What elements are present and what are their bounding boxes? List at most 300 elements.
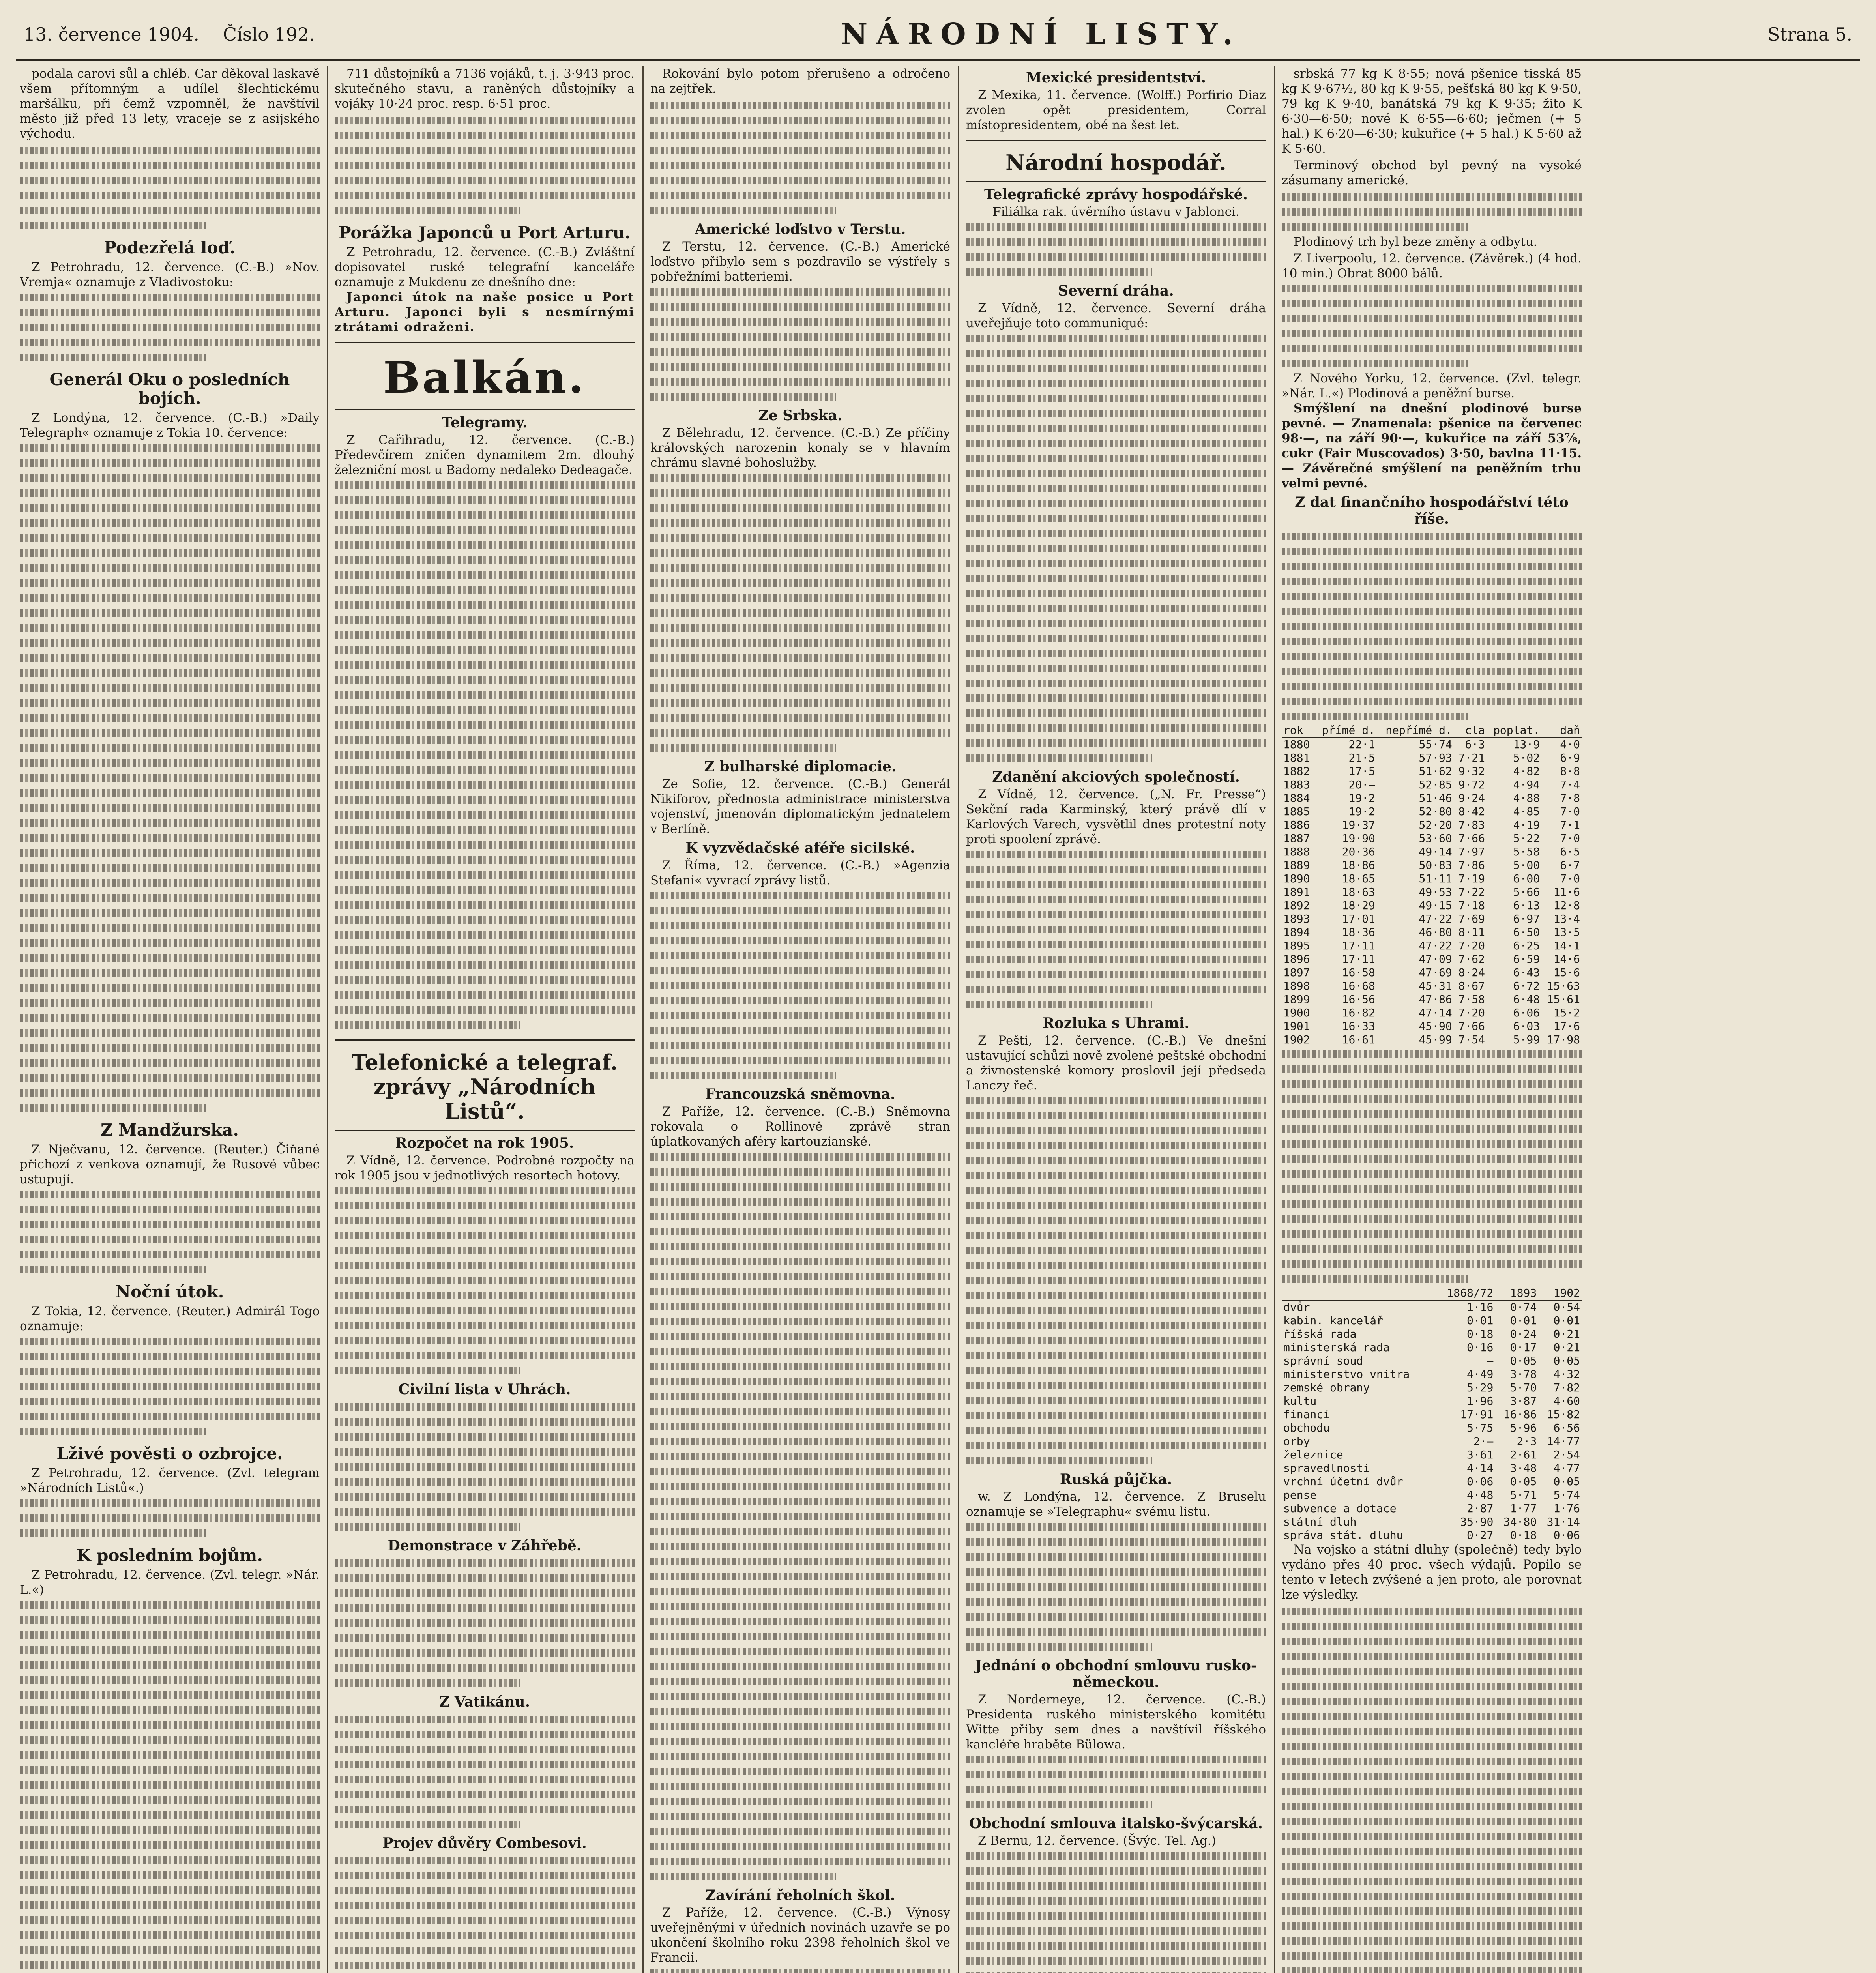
table-cell: 5·96 bbox=[1510, 1421, 1537, 1434]
table-cell: 1·77 bbox=[1510, 1502, 1537, 1515]
table-row bbox=[1282, 1341, 1582, 1354]
subheadline: Rozpočet na rok 1905. bbox=[395, 1135, 574, 1151]
table-cell: kultu bbox=[1283, 1395, 1317, 1408]
table-cell: 7·97 bbox=[1458, 845, 1485, 858]
table-cell: 1896 bbox=[1283, 953, 1310, 966]
table-cell: 0·16 bbox=[1466, 1341, 1494, 1354]
table-cell: 0·18 bbox=[1466, 1327, 1494, 1340]
table-cell: kabin. kancelář bbox=[1283, 1314, 1383, 1327]
table-cell: 1889 bbox=[1283, 859, 1310, 872]
subheadline: Z Vatikánu. bbox=[439, 1694, 530, 1710]
table-cell: 15·6 bbox=[1553, 966, 1580, 979]
table-cell: 21·5 bbox=[1348, 751, 1375, 764]
table-row bbox=[1282, 832, 1582, 845]
subheadline: Ruská půjčka. bbox=[1060, 1471, 1172, 1488]
newspaper-title: NÁRODNÍ LISTY. bbox=[841, 17, 1242, 51]
table-cell: zemské obrany bbox=[1283, 1381, 1370, 1394]
dateline: Z Norderneye, 12. července. (C.-B.) Presidenta ruského ministerského komitétu Witte přiby sem dnes a navštívil říšského kancléře hraběte Bülowa. bbox=[966, 1692, 1266, 1752]
table-row bbox=[1282, 912, 1582, 926]
dateline: Z Liverpoolu, 12. července. (Závěrek.) (4 hod. 10 min.) Obrat 8000 bálů. bbox=[1282, 251, 1582, 281]
table-cell: pense bbox=[1283, 1488, 1317, 1501]
table-cell: 5·02 bbox=[1513, 751, 1540, 764]
table-cell: 4·49 bbox=[1466, 1368, 1494, 1381]
table-cell: 4·60 bbox=[1553, 1395, 1580, 1408]
table-cell: 15·63 bbox=[1546, 979, 1580, 992]
table-cell: 9·72 bbox=[1458, 778, 1485, 791]
table-cell: 47·14 bbox=[1419, 1006, 1452, 1019]
table-cell: 19·37 bbox=[1342, 818, 1375, 831]
table-cell: 5·58 bbox=[1513, 845, 1540, 858]
table-cell: správní soud bbox=[1283, 1354, 1363, 1367]
table-cell: 11·6 bbox=[1553, 885, 1580, 899]
table-cell: 47·69 bbox=[1419, 966, 1452, 979]
table-row bbox=[1282, 1300, 1582, 1314]
table-cell: 1895 bbox=[1283, 939, 1310, 952]
subheadline: Telegrafické zprávy hospodářské. bbox=[984, 186, 1248, 203]
table-row bbox=[1282, 738, 1582, 751]
subheadline: Z bulharské diplomacie. bbox=[704, 758, 897, 775]
table-header-cell: nepřímé d. bbox=[1377, 724, 1454, 738]
subheadline: Zdanění akciových společností. bbox=[992, 769, 1240, 785]
article-text: Na vojsko a státní dluhy (společně) tedy bylo vydáno přes 40 proc. všech výdajů. Popilo se tento v letech zvýšené a jen proto, ale porovnat lze výsledky. bbox=[1282, 1542, 1582, 1602]
table-cell: ministerská rada bbox=[1283, 1341, 1390, 1354]
table-row bbox=[1282, 1006, 1582, 1020]
table-cell: 17·01 bbox=[1342, 912, 1375, 925]
table-cell: 1885 bbox=[1283, 805, 1310, 818]
table-cell: 5·66 bbox=[1513, 885, 1540, 899]
table-header-cell: daň bbox=[1541, 724, 1582, 738]
table-cell: 45·31 bbox=[1419, 979, 1452, 992]
table-cell: 3·87 bbox=[1510, 1395, 1537, 1408]
table-cell: 46·80 bbox=[1419, 926, 1452, 939]
table-cell: 7·22 bbox=[1458, 885, 1485, 899]
dateline: Z Paříže, 12. července. (C.-B.) Sněmovna rokovala o Rollinově zprávě stran úplatkovaných aféry kartouzianské. bbox=[650, 1104, 950, 1149]
table-cell: 7·82 bbox=[1553, 1381, 1580, 1394]
section-title: Národní hospodář. bbox=[1005, 150, 1226, 175]
table-cell: orby bbox=[1283, 1435, 1310, 1448]
table-cell: vrchní účetní dvůr bbox=[1283, 1475, 1403, 1488]
section-header-hospodar bbox=[966, 140, 1266, 182]
column-divider bbox=[642, 66, 644, 1973]
table-cell: 51·11 bbox=[1419, 872, 1452, 885]
table-cell: 2·— bbox=[1473, 1435, 1494, 1448]
table-cell: 16·33 bbox=[1342, 1020, 1375, 1033]
table-cell: železnice bbox=[1283, 1448, 1343, 1461]
table-cell: 16·82 bbox=[1342, 1006, 1375, 1019]
table-cell: 0·21 bbox=[1553, 1327, 1580, 1340]
page-number: Strana 5. bbox=[1767, 24, 1852, 45]
table-cell: 17·98 bbox=[1546, 1033, 1580, 1046]
table-cell: 0·05 bbox=[1553, 1354, 1580, 1367]
table-header-cell: přímé d. bbox=[1314, 724, 1377, 738]
table-cell: 34·80 bbox=[1503, 1515, 1537, 1528]
table-row bbox=[1282, 993, 1582, 1006]
subheadline: Mexické presidentství. bbox=[1026, 69, 1206, 86]
table-cell: 2·61 bbox=[1510, 1448, 1537, 1461]
table-row bbox=[1282, 953, 1582, 966]
table-cell: 6·25 bbox=[1513, 939, 1540, 952]
dateline: Z Petrohradu, 12. července. (Zvl. telegram »Národních Listů«.) bbox=[20, 1466, 320, 1495]
column-5 bbox=[1282, 66, 1582, 1973]
table-cell: 7·54 bbox=[1458, 1033, 1485, 1046]
masthead bbox=[24, 9, 1852, 60]
table-cell: 0·24 bbox=[1510, 1327, 1537, 1340]
table-row bbox=[1282, 859, 1582, 872]
dateline: Z Vídně, 12. července. Podrobné rozpočty na rok 1905 jsou v jednotlivých resortech hotovy. bbox=[335, 1153, 635, 1183]
table-cell: 49·53 bbox=[1419, 885, 1452, 899]
finance-table-2 bbox=[1282, 1286, 1582, 1542]
subheadline: Zavírání řeholních škol. bbox=[705, 1887, 895, 1904]
table-header-cell: 1868/72 bbox=[1436, 1286, 1495, 1300]
table-header-cell: rok bbox=[1282, 724, 1314, 738]
dateline: Z Bernu, 12. července. (Švýc. Tel. Ag.) bbox=[978, 1834, 1216, 1848]
table-row bbox=[1282, 751, 1582, 765]
table-cell: 5·70 bbox=[1510, 1381, 1537, 1394]
subheadline: Demonstrace v Záhřebě. bbox=[388, 1537, 582, 1554]
table-cell: subvence a dotace bbox=[1283, 1502, 1397, 1515]
table-cell: 0·54 bbox=[1553, 1301, 1580, 1314]
table-row bbox=[1282, 1314, 1582, 1327]
dateline: Z Říma, 12. července. (C.-B.) »Agenzia Stefani« vyvrací zprávy listů. bbox=[650, 858, 950, 887]
table-cell: 19·2 bbox=[1348, 805, 1375, 818]
table-cell: 47·22 bbox=[1419, 912, 1452, 925]
table-cell: 7·0 bbox=[1560, 872, 1580, 885]
article-text: Rokování bylo potom přerušeno a odročeno na zejtřek. bbox=[650, 67, 950, 96]
table-cell: 16·58 bbox=[1342, 966, 1375, 979]
column-divider bbox=[327, 66, 328, 1973]
table-cell: 0·05 bbox=[1510, 1354, 1537, 1367]
table-cell: 8·8 bbox=[1560, 765, 1580, 778]
table-cell: 15·82 bbox=[1546, 1408, 1580, 1421]
table-cell: 50·83 bbox=[1419, 859, 1452, 872]
issue-number: Číslo 192. bbox=[223, 24, 315, 45]
table-cell: 7·58 bbox=[1458, 993, 1485, 1006]
table-cell: 7·1 bbox=[1560, 818, 1580, 831]
table-cell: 9·32 bbox=[1458, 765, 1485, 778]
article-text: podala carovi sůl a chléb. Car děkoval laskavě všem přítomným a udílel šlechtickému maršálku, při čemž vzpomněl, že navštívil město již před 13 lety, vraceje se z asijského východu. bbox=[20, 67, 320, 141]
table-cell: 14·1 bbox=[1553, 939, 1580, 952]
table-cell: 3·78 bbox=[1510, 1368, 1537, 1381]
table-row bbox=[1282, 1448, 1582, 1462]
table-cell: 45·90 bbox=[1419, 1020, 1452, 1033]
table-cell: 4·94 bbox=[1513, 778, 1540, 791]
table-cell: 18·36 bbox=[1342, 926, 1375, 939]
table-cell: 1901 bbox=[1283, 1020, 1310, 1033]
table-row bbox=[1282, 966, 1582, 979]
table-cell: 47·09 bbox=[1419, 953, 1452, 966]
table-cell: 7·20 bbox=[1458, 939, 1485, 952]
table-cell: obchodu bbox=[1283, 1421, 1330, 1434]
table-cell: 7·69 bbox=[1458, 912, 1485, 925]
table-cell: 1883 bbox=[1283, 778, 1310, 791]
subheadline: K vyzvědačské aféře sicilské. bbox=[685, 840, 915, 856]
table-cell: 7·21 bbox=[1458, 751, 1485, 764]
table-cell: 0·05 bbox=[1510, 1475, 1537, 1488]
table-cell: 19·90 bbox=[1342, 832, 1375, 845]
table-cell: 1891 bbox=[1283, 885, 1310, 899]
headline: Noční útok. bbox=[115, 1282, 224, 1301]
table-cell: 1888 bbox=[1283, 845, 1310, 858]
table-cell: ministerstvo vnitra bbox=[1283, 1368, 1410, 1381]
table-cell: 2·87 bbox=[1466, 1502, 1494, 1515]
table-cell: 16·61 bbox=[1342, 1033, 1375, 1046]
table-cell: 13·4 bbox=[1553, 912, 1580, 925]
table-cell: 0·06 bbox=[1553, 1529, 1580, 1542]
table-header-cell: 1893 bbox=[1495, 1286, 1538, 1300]
table-cell: 3·61 bbox=[1466, 1448, 1494, 1461]
table-cell: 1·96 bbox=[1466, 1395, 1494, 1408]
table-row bbox=[1282, 1020, 1582, 1033]
table-cell: 15·61 bbox=[1546, 993, 1580, 1006]
table-row bbox=[1282, 1368, 1582, 1381]
table-cell: 17·11 bbox=[1342, 939, 1375, 952]
table-row bbox=[1282, 1408, 1582, 1421]
dateline: Z Petrohradu, 12. července. (Zvl. telegr. »Nár. L.«) bbox=[20, 1568, 320, 1597]
table-cell: 5·71 bbox=[1510, 1488, 1537, 1501]
table-cell: 16·86 bbox=[1503, 1408, 1537, 1421]
table-cell: 15·2 bbox=[1553, 1006, 1580, 1019]
dateline: Z Nječvanu, 12. července. (Reuter.) Čiňané přichozí z venkova oznamují, že Rusové vůbec ustupují. bbox=[20, 1142, 320, 1187]
table-cell: 31·14 bbox=[1546, 1515, 1580, 1528]
table-row bbox=[1282, 1033, 1582, 1046]
table-cell: 7·0 bbox=[1560, 805, 1580, 818]
table-cell: 18·86 bbox=[1342, 859, 1375, 872]
table-header-cell bbox=[1282, 1286, 1436, 1300]
article-text: Japonci útok na naše posice u Port Arturu. Japonci byli s nesmírnými ztrátami odraženi. bbox=[335, 290, 635, 334]
table-cell: 1899 bbox=[1283, 993, 1310, 1006]
table-row bbox=[1282, 805, 1582, 818]
table-row bbox=[1282, 1395, 1582, 1408]
article-text: srbská 77 kg K 8·55; nová pšenice tisská 85 kg K 9·67½, 80 kg K 9·55, pešťská 80 kg K 9·50, 79 kg K 9·40, banátská 79 kg K 9·35; žito K 6·30—6·50; nové K 6·55—6·60; ječmen (+ 5 hal.) K 6·20—6·30; kukuřice (+ 5 hal.) K 5·60 až K 5·60. bbox=[1282, 67, 1582, 156]
top-rule bbox=[16, 59, 1860, 61]
dateline: Z Paříže, 12. července. (C.-B.) Výnosy uveřejněnými v úředních novinách uzavře se po ukončení školního roku 2398 řeholních škol ve Francii. bbox=[650, 1906, 950, 1965]
table-cell: 9·24 bbox=[1458, 792, 1485, 805]
table-cell: 18·63 bbox=[1342, 885, 1375, 899]
table-cell: 0·01 bbox=[1466, 1314, 1494, 1327]
table-cell: 1887 bbox=[1283, 832, 1310, 845]
table-cell: 7·4 bbox=[1560, 778, 1580, 791]
table-cell: 13·9 bbox=[1513, 738, 1540, 751]
table-cell: 6·56 bbox=[1553, 1421, 1580, 1434]
table-cell: 6·06 bbox=[1513, 1006, 1540, 1019]
section-title: Balkán. bbox=[383, 352, 586, 403]
table-cell: 7·66 bbox=[1458, 1020, 1485, 1033]
table-cell: 1880 bbox=[1283, 738, 1310, 751]
table-cell: 14·6 bbox=[1553, 953, 1580, 966]
table-row bbox=[1282, 1515, 1582, 1529]
table-cell: 45·99 bbox=[1419, 1033, 1452, 1046]
table-row bbox=[1282, 872, 1582, 885]
table-cell: 7·8 bbox=[1560, 792, 1580, 805]
table-cell: 6·48 bbox=[1513, 993, 1540, 1006]
table-cell: 0·21 bbox=[1553, 1341, 1580, 1354]
table-cell: 4·14 bbox=[1466, 1462, 1494, 1475]
issue-date: 13. července 1904. bbox=[24, 24, 199, 45]
table-cell: 6·9 bbox=[1560, 751, 1580, 764]
dateline: Z Cařihradu, 12. července. (C.-B.) Předevčírem zničen dynamitem 2m. dlouhý železniční most u Badomy nedaleko Dedeagače. bbox=[335, 433, 635, 477]
table-cell: 0·01 bbox=[1553, 1314, 1580, 1327]
table-cell: 1882 bbox=[1283, 765, 1310, 778]
table-cell: 14·77 bbox=[1546, 1435, 1580, 1448]
article-text: Smýšlení na dnešní plodinové burse pevné. — Znamenala: pšenice na červenec 98·—, na září 90·—, kukuřice na září 53⅞, cukr (Fair Muscovados) 3·50, bavlna 11·15. — Závěrečné smýšlení na peněžním trhu velmi pevné. bbox=[1282, 401, 1582, 490]
dateline: Z Londýna, 12. července. (C.-B.) »Daily Telegraph« oznamuje z Tokia 10. července: bbox=[20, 411, 320, 440]
table-cell: 5·75 bbox=[1466, 1421, 1494, 1434]
column-1 bbox=[20, 66, 320, 1973]
table-cell: 7·66 bbox=[1458, 832, 1485, 845]
table-cell: 5·74 bbox=[1553, 1488, 1580, 1501]
subheadline: Z dat finančního hospodářství této říše. bbox=[1294, 494, 1569, 527]
column-3 bbox=[650, 66, 950, 1973]
table-cell: 6·7 bbox=[1560, 859, 1580, 872]
dateline: Ze Sofie, 12. července. (C.-B.) Generál Nikiforov, přednosta administrace ministerstva vojenství, jmenován diplomatickým jednatelem v Berlíně. bbox=[650, 777, 950, 836]
table-row bbox=[1282, 778, 1582, 792]
dateline: Z Terstu, 12. července. (C.-B.) Americké loďstvo přibylo sem s pozdravilo se výstřely s pobřežními batteriemi. bbox=[650, 240, 950, 284]
subheadline: Ze Srbska. bbox=[758, 407, 843, 424]
table-row bbox=[1282, 1381, 1582, 1395]
table-cell: 7·19 bbox=[1458, 872, 1485, 885]
table-row bbox=[1282, 1502, 1582, 1515]
table-cell: 52·80 bbox=[1419, 805, 1452, 818]
table-cell: státní dluh bbox=[1283, 1515, 1357, 1528]
dateline: Z Vídně, 12. července. Severní dráha uveřejňuje toto communiqué: bbox=[966, 301, 1266, 330]
table-cell: 49·15 bbox=[1419, 899, 1452, 912]
subheadline: Civilní lista v Uhrách. bbox=[398, 1381, 571, 1398]
headline: Porážka Japonců u Port Arturu. bbox=[338, 223, 631, 242]
table-cell: 5·00 bbox=[1513, 859, 1540, 872]
table-cell: 47·22 bbox=[1419, 939, 1452, 952]
table-cell: 6·00 bbox=[1513, 872, 1540, 885]
column-2 bbox=[335, 66, 635, 1973]
table-cell: 0·06 bbox=[1466, 1475, 1494, 1488]
table-cell: 7·62 bbox=[1458, 953, 1485, 966]
table-cell: 6·97 bbox=[1513, 912, 1540, 925]
table-cell: 2·3 bbox=[1517, 1435, 1537, 1448]
table-cell: 0·18 bbox=[1510, 1529, 1537, 1542]
table-cell: 52·85 bbox=[1419, 778, 1452, 791]
table-row bbox=[1282, 765, 1582, 778]
table-cell: 0·01 bbox=[1510, 1314, 1537, 1327]
table-cell: 1893 bbox=[1283, 912, 1310, 925]
table-row bbox=[1282, 1488, 1582, 1502]
table-cell: 17·11 bbox=[1342, 953, 1375, 966]
table-cell: 22·1 bbox=[1348, 738, 1375, 751]
table-cell: 6·3 bbox=[1465, 738, 1485, 751]
table-cell: 53·60 bbox=[1419, 832, 1452, 845]
table-cell: spravedlnosti bbox=[1283, 1462, 1370, 1475]
table-cell: 12·8 bbox=[1553, 899, 1580, 912]
subheadline: Jednání o obchodní smlouvu rusko-německou. bbox=[975, 1657, 1257, 1690]
section-header-balkan bbox=[335, 342, 635, 410]
table-cell: 6·72 bbox=[1513, 979, 1540, 992]
table-cell: 4·0 bbox=[1560, 738, 1580, 751]
dateline: Z Tokia, 12. července. (Reuter.) Admirál Togo oznamuje: bbox=[20, 1304, 320, 1333]
table-cell: 1897 bbox=[1283, 966, 1310, 979]
headline: Z Mandžurska. bbox=[101, 1120, 239, 1140]
subheadline: Rozluka s Uhrami. bbox=[1043, 1015, 1189, 1031]
table-cell: 6·43 bbox=[1513, 966, 1540, 979]
subheadline: Projev důvěry Combesovi. bbox=[382, 1835, 587, 1851]
table-header-cell: 1902 bbox=[1538, 1286, 1582, 1300]
table-row bbox=[1282, 1354, 1582, 1368]
table-row bbox=[1282, 1475, 1582, 1488]
table-cell: 4·48 bbox=[1466, 1488, 1494, 1501]
table-cell: 52·20 bbox=[1419, 818, 1452, 831]
table-cell: 0·27 bbox=[1466, 1529, 1494, 1542]
table-row bbox=[1282, 792, 1582, 805]
table-row bbox=[1282, 1529, 1582, 1542]
table-cell: 6·59 bbox=[1513, 953, 1540, 966]
subheadline: Severní dráha. bbox=[1058, 283, 1174, 299]
table-row bbox=[1282, 845, 1582, 859]
table-cell: 5·99 bbox=[1513, 1033, 1540, 1046]
table-cell: 7·0 bbox=[1560, 832, 1580, 845]
section-title: Telefonické a telegraf. zprávy „Národních Listů“. bbox=[351, 1050, 618, 1124]
table-cell: 1890 bbox=[1283, 872, 1310, 885]
table-cell: 17·91 bbox=[1460, 1408, 1494, 1421]
column-divider bbox=[1274, 66, 1275, 1973]
table-row bbox=[1282, 926, 1582, 939]
article-text: Terminový obchod byl pevný na vysoké zásumany americké. bbox=[1282, 158, 1582, 187]
dateline: Z Pešti, 12. července. (C.-B.) Ve dnešní ustavující schůzi nově zvolené peštské obchodní a živnostenské komory proslovil její předseda Lanczy řeč. bbox=[966, 1033, 1266, 1093]
table-cell: 17·5 bbox=[1348, 765, 1375, 778]
table-row bbox=[1282, 939, 1582, 953]
table-cell: 6·03 bbox=[1513, 1020, 1540, 1033]
subheadline: Americké loďstvo v Terstu. bbox=[695, 221, 906, 238]
table-cell: 51·46 bbox=[1419, 792, 1452, 805]
table-cell: 2·54 bbox=[1553, 1448, 1580, 1461]
table-row bbox=[1282, 1435, 1582, 1448]
table-cell: 3·48 bbox=[1510, 1462, 1537, 1475]
table-cell: 4·77 bbox=[1553, 1462, 1580, 1475]
table-cell: dvůr bbox=[1283, 1301, 1310, 1314]
dateline: Z Vídně, 12. července. („N. Fr. Presse“) Sekční rada Karminský, který právě dlí v Karlových Varech, vysvětlil dnes protestní noty proti spoolení zprávě. bbox=[966, 787, 1266, 846]
table-cell: 49·14 bbox=[1419, 845, 1452, 858]
headline: Lživé pověsti o ozbrojce. bbox=[56, 1444, 283, 1463]
table-cell: 0·74 bbox=[1510, 1301, 1537, 1314]
table-cell: 5·29 bbox=[1466, 1381, 1494, 1394]
table-cell: 18·29 bbox=[1342, 899, 1375, 912]
table-cell: 1886 bbox=[1283, 818, 1310, 831]
table-cell: správa stát. dluhu bbox=[1283, 1529, 1403, 1542]
headline: Podezřelá loď. bbox=[104, 238, 236, 257]
table-cell: 6·13 bbox=[1513, 899, 1540, 912]
table-cell: 4·85 bbox=[1513, 805, 1540, 818]
table-cell: 16·68 bbox=[1342, 979, 1375, 992]
dateline: w. Z Londýna, 12. července. Z Bruselu oznamuje se »Telegraphu« svému listu. bbox=[966, 1490, 1266, 1519]
column-divider bbox=[958, 66, 959, 1973]
table-cell: 4·82 bbox=[1513, 765, 1540, 778]
article-text: Plodinový trh byl beze změny a odbytu. bbox=[1294, 235, 1537, 249]
table-cell: 1·76 bbox=[1553, 1502, 1580, 1515]
table-row bbox=[1282, 1421, 1582, 1435]
table-row bbox=[1282, 979, 1582, 993]
dateline: Z Nového Yorku, 12. července. (Zvl. telegr. »Nár. L.«) Plodinová a peněžní burse. bbox=[1282, 371, 1582, 401]
table-cell: 47·86 bbox=[1419, 993, 1452, 1006]
table-row bbox=[1282, 885, 1582, 899]
table-cell: 55·74 bbox=[1419, 738, 1452, 751]
table-cell: 1881 bbox=[1283, 751, 1310, 764]
headline: K posledním bojům. bbox=[77, 1546, 263, 1565]
table-row bbox=[1282, 1327, 1582, 1341]
table-cell: 6·50 bbox=[1513, 926, 1540, 939]
table-cell: 7·83 bbox=[1458, 818, 1485, 831]
dateline: Filiálka rak. úvěrního ústavu v Jablonci. bbox=[992, 205, 1239, 219]
dateline: Z Petrohradu, 12. července. (C.-B.) »Nov. Vremja« oznamuje z Vladivostoku: bbox=[20, 260, 320, 289]
table-cell: 16·56 bbox=[1342, 993, 1375, 1006]
table-cell: 0·05 bbox=[1553, 1475, 1580, 1488]
table-cell: 17·6 bbox=[1553, 1020, 1580, 1033]
table-cell: 1898 bbox=[1283, 979, 1310, 992]
